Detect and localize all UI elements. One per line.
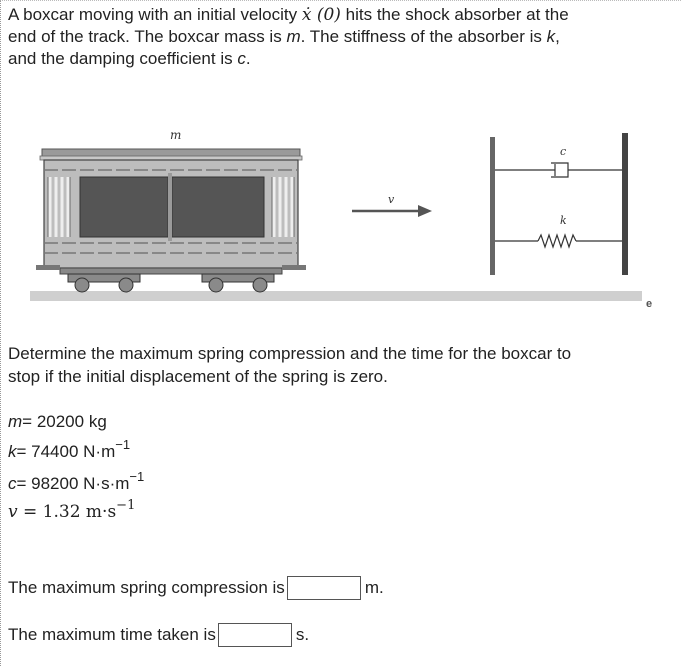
- fixed-wall: [622, 133, 628, 275]
- boxcar: [36, 149, 306, 292]
- intro-text: and the damping coefficient is: [8, 49, 238, 68]
- intro-text: hits the shock absorber at the: [340, 5, 569, 24]
- intro-text: . The stiffness of the absorber is: [300, 27, 547, 46]
- boxcar-figure: [20, 125, 670, 320]
- intro-text: A boxcar moving with an initial velocity: [8, 5, 302, 24]
- given-stiffness-value: = 74400 N·m: [16, 442, 116, 461]
- time-input[interactable]: [218, 623, 292, 647]
- given-damping-value: = 98200 N·s·m: [16, 474, 130, 493]
- compression-input[interactable]: [287, 576, 361, 600]
- intro-text: ,: [555, 27, 560, 46]
- damper: [495, 163, 622, 177]
- compression-label: The maximum spring compression is: [8, 578, 285, 597]
- intro-line-2: [8, 26, 560, 48]
- question-line-2: stop if the initial displacement of the spring is zero.: [8, 367, 388, 386]
- absorber-plate: [490, 137, 495, 275]
- intro-line-3: [8, 48, 251, 70]
- given-damping-exponent: −1: [129, 469, 145, 484]
- velocity-arrow: [352, 205, 432, 217]
- intro-text: .: [245, 49, 251, 68]
- damping-symbol: c: [237, 49, 246, 68]
- given-stiffness-symbol: k: [8, 442, 17, 461]
- given-stiffness: [8, 437, 131, 462]
- given-velocity-exponent: −1: [116, 498, 136, 513]
- figure-mass-label: m: [170, 128, 182, 142]
- intro-line-1: [8, 4, 569, 26]
- given-mass: [8, 412, 107, 432]
- given-velocity-symbol: v: [8, 502, 18, 522]
- spring: [495, 235, 622, 247]
- question-line-1: Determine the maximum spring compression and the time for the boxcar to: [8, 344, 572, 363]
- stiffness-symbol: k: [546, 27, 556, 46]
- mass-symbol: m: [286, 27, 301, 46]
- velocity-symbol: ẋ (0): [301, 5, 341, 25]
- given-mass-symbol: m: [8, 412, 23, 431]
- given-mass-value: = 20200 kg: [22, 412, 107, 431]
- time-answer-row: [8, 623, 309, 647]
- compression-unit: m.: [364, 578, 384, 597]
- figure-velocity-label: v: [388, 193, 395, 206]
- given-stiffness-exponent: −1: [115, 437, 131, 452]
- ground: [30, 291, 642, 301]
- intro-text: end of the track. The boxcar mass is: [8, 27, 287, 46]
- time-label: The maximum time taken is: [8, 625, 216, 644]
- time-unit: s.: [295, 625, 310, 644]
- figure-corner-label: e: [646, 298, 653, 310]
- figure-spring-label: k: [560, 214, 567, 227]
- given-damping: [8, 469, 145, 494]
- given-velocity-value: = 1.32 m·s: [17, 502, 117, 522]
- figure-damper-label: c: [560, 145, 567, 158]
- compression-answer-row: [8, 576, 384, 600]
- given-velocity: [8, 498, 136, 522]
- given-damping-symbol: c: [8, 474, 17, 493]
